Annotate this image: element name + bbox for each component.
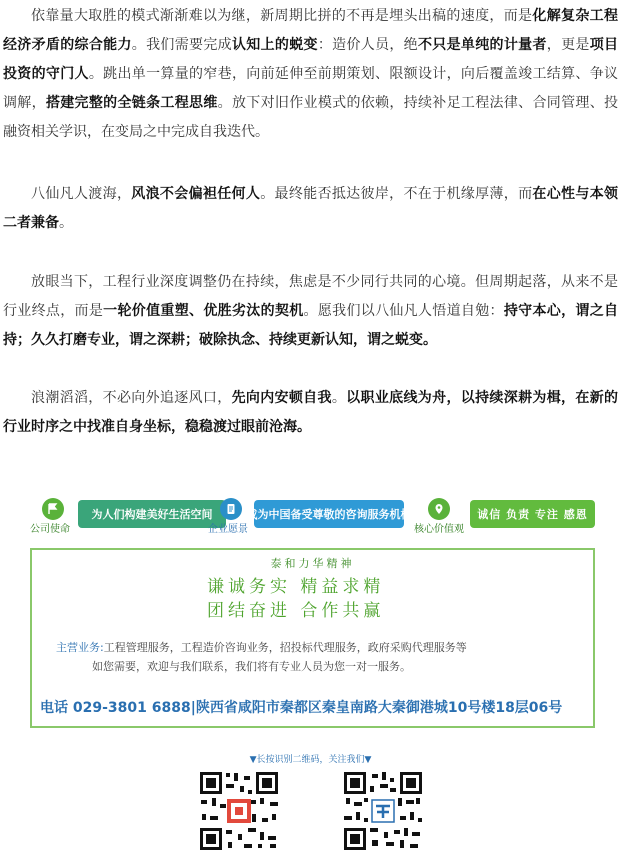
- text: 放眼当下，工程行业深度调整仍在持续，焦虑是不少同行共同的心境。但周期起落，从来不是行业终点，而是: [3, 274, 618, 319]
- text: 。: [59, 215, 73, 231]
- text: 。: [331, 390, 347, 406]
- vision-label: 企业愿景: [208, 524, 248, 535]
- divider: |: [190, 700, 196, 716]
- text: 八仙凡人渡海，: [31, 186, 132, 202]
- spirit-frame: [30, 548, 595, 728]
- paragraph-4: [3, 384, 618, 442]
- text: 。我们需要完成: [131, 37, 232, 53]
- paragraph-2: [3, 180, 618, 238]
- bold-text: 先向内安顿自我: [231, 390, 332, 406]
- document-icon: [220, 498, 242, 520]
- business-text: 工程管理服务，工程造价咨询业务，招投标代理服务，政府采购代理服务等: [103, 641, 467, 654]
- contact-note: 如您需要，欢迎与我们联系，我们将有专业人员为您一对一服务。: [92, 660, 411, 673]
- text: 。愿我们以八仙凡人悟道自勉：: [303, 303, 504, 319]
- company-banner: [30, 496, 595, 732]
- bold-text: 化解复杂工程经济矛盾的综合能力: [3, 8, 618, 53]
- vision-pill: 成为中国备受尊敬的咨询服务机构: [254, 500, 404, 528]
- bold-text: 风浪不会偏袒任何人: [131, 186, 261, 202]
- text: ，更是: [546, 37, 590, 53]
- phone-label: 电话: [40, 700, 68, 716]
- address: 陕西省咸阳市秦都区秦皇南路大秦御港城10号楼18层06号: [195, 700, 563, 716]
- location-pin-icon: [428, 498, 450, 520]
- values-row: [30, 496, 595, 536]
- bold-text: 项目投资的守门人: [3, 37, 619, 82]
- text: ：造价人员，绝: [317, 37, 418, 53]
- text: 浪潮滔滔，不必向外追逐风口，: [31, 390, 232, 406]
- contact-line: [40, 697, 562, 717]
- slogan-line-1: 谦诚务实 精益求精: [207, 577, 385, 597]
- text: 依靠量大取胜的模式渐渐难以为继，新周期比拼的不再是埋头出稿的速度，而是: [31, 8, 533, 24]
- flag-icon: [42, 498, 64, 520]
- mission-pill: 为人们构建美好生活空间: [78, 500, 226, 528]
- bold-text: 不只是单纯的计量者: [418, 37, 547, 53]
- bold-text: 一轮价值重塑、优胜劣汰的契机: [103, 303, 304, 319]
- business-label: 主营业务:: [56, 641, 104, 654]
- slogan-line-2: 团结奋进 合作共赢: [207, 601, 385, 621]
- paragraph-1: [3, 2, 618, 147]
- bold-text: 认知上的蜕变: [231, 37, 318, 53]
- values-label: 核心价值观: [414, 524, 464, 535]
- bold-text: 持守本心，谓之自持；久久打磨专业，谓之深耕；破除执念、持续更新认知，谓之蜕变。: [3, 303, 619, 348]
- business-scope: [56, 639, 467, 655]
- qr-code-2[interactable]: [342, 770, 424, 852]
- qr-tip: ▼长按识别二维码，关注我们▼: [249, 755, 372, 765]
- qr-code-1[interactable]: [198, 770, 280, 852]
- text: 。最终能否抵达彼岸，不在于机缘厚薄，而: [260, 186, 533, 202]
- bold-text: 在心性与本领二者兼备: [3, 186, 619, 231]
- values-pill: 诚信 负责 专注 感恩: [470, 500, 595, 528]
- spirit-title: 泰和力华精神: [270, 557, 355, 570]
- bold-text: 以职业底线为舟，以持续深耕为楫，在新的行业时序之中找准自身坐标，稳稳渡过眼前沧海。: [3, 390, 619, 435]
- paragraph-3: [3, 268, 618, 355]
- mission-label: 公司使命: [30, 524, 70, 535]
- phone-number: 029-3801 6888: [72, 700, 191, 716]
- bold-text: 搭建完整的全链条工程思维: [45, 95, 218, 111]
- text: 。跳出单一算量的窄巷，向前延伸至前期策划、限额设计，向后覆盖竣工结算、争议调解，: [3, 66, 619, 111]
- text: 。放下对旧作业模式的依赖，持续补足工程法律、合同管理、投融资相关学识，在变局之中完成自我迭代。: [3, 95, 619, 140]
